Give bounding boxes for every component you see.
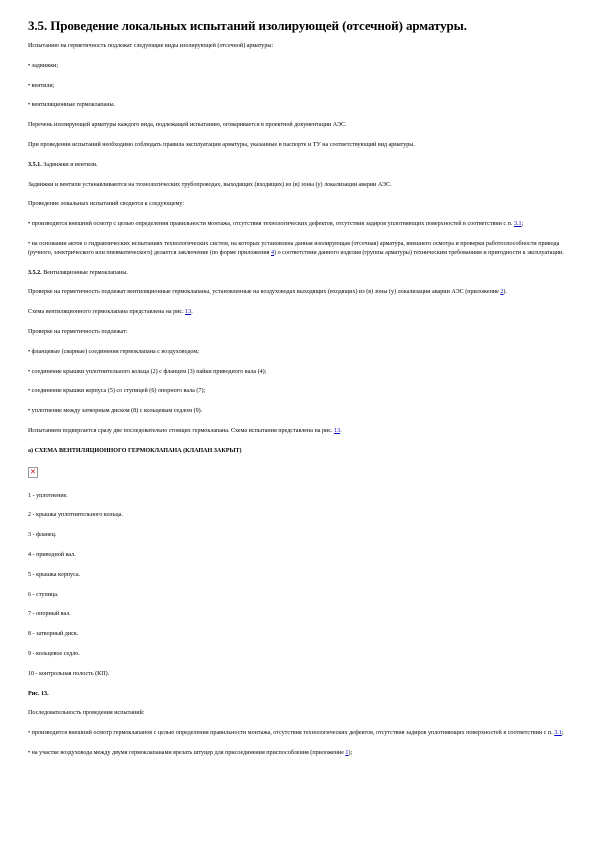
document-page bbox=[28, 18, 568, 769]
bullet-text-end: ) о соответствии данного изделия (группы арматуры) техническим требованиям и пригодности к эксплуатации. bbox=[274, 249, 564, 256]
section-3-5-1-p2: Проведение локальных испытаний сводится к следующему: bbox=[28, 201, 185, 208]
section-3-5-1-bullet-2 bbox=[28, 240, 568, 258]
ref-link-appendix-4[interactable]: 4 bbox=[270, 249, 275, 256]
bullet-text: • производится внешний осмотр с целью определения правильности монтажа, отсутствия технологических дефектов, отсутствия задиров уплотняющих поверхностей в соответствии с п. bbox=[28, 221, 514, 228]
paragraph-text-end: . bbox=[340, 427, 342, 434]
section-number: 3.5.1. bbox=[28, 161, 42, 168]
bullet-text-end: ; bbox=[561, 730, 564, 737]
section-3-5-2-p1 bbox=[28, 288, 568, 297]
check-item-1: • фланцевые (сварные) соединения гермоклапана с воздуховодом; bbox=[28, 348, 199, 355]
legend-item-8: 8 - затворный диск. bbox=[28, 631, 79, 638]
sequence-bullet-2 bbox=[28, 749, 568, 758]
intro-item-3: • вентиляционные гермоклапаны. bbox=[28, 102, 116, 109]
paragraph-text: Испытанием подвергается сразу две последовательно стоящих гермоклапана. Схема испытания представлена на рис. bbox=[28, 427, 335, 434]
legend-item-9: 9 - кольцевое седло. bbox=[28, 650, 80, 657]
ref-link-appendix-1[interactable]: 1 bbox=[345, 749, 349, 756]
check-item-2: • соединение крышки уплотнительного кольца (2) с фланцем (3) пайки приводного вала (4); bbox=[28, 368, 267, 375]
intro-paragraph: Испытанию на герметичность подлежат следующие виды изолирующей (отсечной) арматуры: bbox=[28, 43, 274, 49]
legend-item-10: 10 - контрольная полость (КП). bbox=[28, 670, 110, 677]
section-title: Задвижки и вентили. bbox=[41, 161, 98, 168]
bullet-text: • на основании актов о гидравлических испытаниях технологических систем, на которых установлена данная изолирующая (отсечная) арматура, внешнего осмотра и проверки работоспособности привода (ручного, электрического или пневматического) делается заключение (по форме приложения bbox=[28, 240, 560, 256]
paragraph-text: Схема вентиляционного гермоклапана представлена на рис. bbox=[28, 309, 186, 316]
ref-link-3-1[interactable]: 3.1 bbox=[513, 221, 522, 228]
legend-item-1: 1 - уплотнение. bbox=[28, 492, 68, 499]
intro-item-1: • задвижки; bbox=[28, 62, 59, 69]
legend-item-7: 7 - опорный вал. bbox=[28, 611, 71, 618]
rules-paragraph: При проведении испытаний необходимо соблюдать правила эксплуатации арматуры, указанные в паспорте и ТУ на соответствующий вид арматуры. bbox=[28, 141, 415, 148]
bullet-text-end: ); bbox=[348, 749, 353, 756]
legend-item-2: 2 - крышка уплотнительного кольца. bbox=[28, 512, 123, 519]
legend-item-4: 4 - приводной вал. bbox=[28, 551, 76, 558]
section-title: Вентиляционные гермоклапаны. bbox=[41, 269, 128, 276]
ref-link-appendix-2[interactable]: 2 bbox=[500, 289, 504, 296]
paragraph-text: Проверке на герметичность подлежат вентиляционные гермоклапаны, установленные на воздуховодах выходящих (входящих) из (в) зоны (у) локализации аварии АЭС (приложение bbox=[28, 289, 501, 296]
bullet-text-end: ; bbox=[521, 221, 524, 228]
legend-item-6: 6 - ступица. bbox=[28, 591, 59, 598]
broken-image-icon: ✕ bbox=[28, 467, 38, 478]
check-item-4: • уплотнение между затворным диском (8) с кольцевым седлом (9). bbox=[28, 408, 203, 415]
section-3-5-2-heading bbox=[28, 269, 568, 278]
figure-label: Рис. 13. bbox=[28, 690, 49, 697]
sequence-title: Последовательность проведения испытаний: bbox=[28, 710, 145, 717]
list-paragraph: Перечень изолирующей арматуры каждого вида, подлежащей испытанию, оговаривается в проектной документации АЭС. bbox=[28, 122, 347, 129]
check-item-3: • соединение крышки корпуса (5) со ступицей (6) опорного вала (7); bbox=[28, 388, 206, 395]
paragraph-text-end: ). bbox=[503, 289, 507, 296]
section-3-5-1-bullet-1 bbox=[28, 220, 568, 229]
section-3-5-2-p3: Проверке на герметичность подлежат: bbox=[28, 328, 128, 335]
section-3-5-2-p2 bbox=[28, 308, 568, 317]
sequence-bullet-1 bbox=[28, 729, 568, 738]
figure-caption: а) СХЕМА ВЕНТИЛЯЦИОННОГО ГЕРМОКЛАПАНА (КЛАПАН ЗАКРЫТ) bbox=[28, 447, 242, 454]
section-3-5-1-heading bbox=[28, 161, 568, 170]
paragraph-text-end: . bbox=[191, 309, 193, 316]
page-title: 3.5. Проведение локальных испытаний изолирующей (отсечной) арматуры. bbox=[28, 18, 467, 33]
bullet-text: • на участке воздуховода между двумя гермоклапанами врезать штуцер для присоединения приспособления (приложение bbox=[28, 749, 346, 756]
section-3-5-1-p1: Задвижки и вентили устанавливаются на технологических трубопроводах, выходящих (входящих) из (в) зоны (у) локализации аварии АЭС. bbox=[28, 181, 392, 188]
bullet-text: • производится внешний осмотр гермоклапанов с целью определения правильности монтажа, отсутствия технологических дефектов, отсутствия задиров уплотняющих поверхностей в соответствии с п. bbox=[28, 730, 555, 737]
ref-link-fig-13[interactable]: 13 bbox=[185, 309, 192, 316]
legend-item-5: 5 - крышка корпуса. bbox=[28, 571, 81, 578]
legend-item-3: 3 - фланец. bbox=[28, 532, 57, 539]
section-3-5-2-p4 bbox=[28, 427, 568, 436]
ref-link-3-1b[interactable]: 3.1 bbox=[554, 730, 562, 737]
section-number: 3.5.2. bbox=[28, 269, 42, 276]
ref-link-fig-13b[interactable]: 13 bbox=[334, 427, 341, 434]
intro-item-2: • вентили; bbox=[28, 82, 55, 89]
